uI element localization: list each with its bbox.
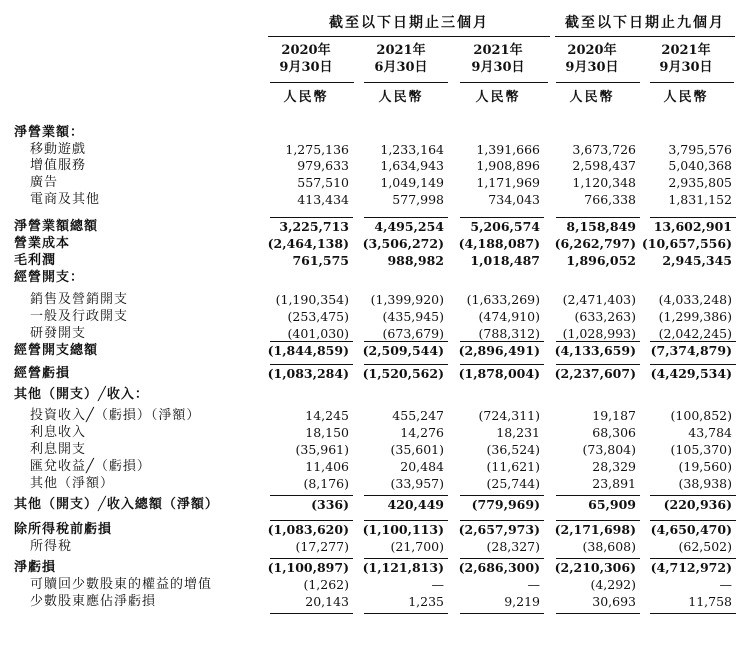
row-label: 廣告 (30, 175, 59, 190)
total-rule (364, 495, 448, 496)
row-value: 65,909 (588, 497, 636, 512)
row-value: 1,391,666 (476, 142, 540, 157)
row-label: 經營開支總額 (14, 343, 99, 358)
row-value: 413,434 (297, 192, 349, 207)
row-value: (4,429,534) (650, 366, 732, 381)
row-value: 1,049,149 (380, 175, 444, 190)
row-value: (2,042,245) (658, 326, 732, 341)
row-value: (788,312) (478, 326, 540, 341)
table-row (0, 292, 755, 308)
total-rule (270, 364, 353, 365)
row-value: 1,634,943 (380, 158, 444, 173)
table-row (0, 192, 755, 208)
table-row (0, 366, 755, 382)
row-value: (7,374,879) (650, 343, 732, 358)
group-title-three-months: 截至以下日期止三個月 (329, 15, 489, 31)
row-label: 其他（淨額） (30, 476, 115, 491)
row-value: — (527, 577, 540, 592)
row-value: (8,176) (303, 476, 349, 491)
total-rule (270, 558, 353, 559)
row-value: 420,449 (387, 497, 444, 512)
column-header (550, 42, 634, 76)
table-row (0, 425, 755, 441)
table-row (0, 309, 755, 325)
table-row (0, 577, 755, 593)
bottom-rule (556, 613, 640, 614)
bottom-rule (460, 613, 544, 614)
row-value: (62,502) (678, 539, 732, 554)
table-row (0, 442, 755, 458)
table-row (0, 408, 755, 424)
table-row (0, 594, 755, 610)
table-row (0, 459, 755, 475)
row-value: 1,235 (408, 594, 444, 609)
row-label: 所得稅 (30, 539, 73, 554)
row-value: 1,120,348 (572, 175, 636, 190)
row-value: (1,878,004) (458, 366, 540, 381)
row-value: (36,524) (486, 442, 540, 457)
row-value: (1,028,993) (562, 326, 636, 341)
group-rule (555, 36, 735, 37)
total-rule (556, 558, 640, 559)
row-value: 28,329 (592, 459, 636, 474)
table-row (0, 497, 755, 513)
row-value: (21,700) (390, 539, 444, 554)
row-label: 淨虧損 (14, 560, 57, 575)
row-value: 2,598,437 (572, 158, 636, 173)
row-value: (2,464,138) (267, 236, 349, 251)
row-value: 11,758 (688, 594, 732, 609)
row-value: (4,188,087) (458, 236, 540, 251)
row-value: 5,206,574 (470, 219, 540, 234)
row-value: 4,495,254 (374, 219, 444, 234)
total-rule (270, 495, 353, 496)
row-value: (38,938) (678, 476, 732, 491)
total-rule (460, 364, 544, 365)
row-label: 淨營業額： (14, 125, 85, 140)
total-rule (460, 341, 544, 342)
row-value: 1,896,052 (566, 253, 636, 268)
row-value: 2,935,805 (668, 175, 732, 190)
column-year: 2021年 (376, 43, 426, 58)
row-value: 577,998 (392, 192, 444, 207)
row-value: (401,030) (287, 326, 349, 341)
header-rule (270, 82, 354, 83)
row-value: (1,100,897) (267, 560, 349, 575)
row-value: 9,219 (504, 594, 540, 609)
row-label: 經營虧損 (14, 366, 71, 381)
total-rule (556, 217, 640, 218)
column-currency: 人民幣 (569, 90, 615, 105)
row-value: (1,520,562) (362, 366, 444, 381)
row-value: 3,673,726 (572, 142, 636, 157)
table-row (0, 125, 755, 141)
row-value: (25,744) (486, 476, 540, 491)
row-value: 2,945,345 (662, 253, 732, 268)
row-value: 455,247 (392, 408, 444, 423)
total-rule (650, 217, 736, 218)
row-value: (4,033,248) (658, 292, 732, 307)
column-year: 2020年 (281, 43, 331, 58)
row-value: (38,608) (582, 539, 636, 554)
column-header (359, 42, 443, 76)
row-value: (100,852) (670, 408, 732, 423)
row-value: (724,311) (478, 408, 540, 423)
row-value: (2,171,698) (554, 522, 636, 537)
total-rule (270, 341, 353, 342)
total-rule (650, 520, 736, 521)
total-rule (556, 520, 640, 521)
row-label: 經營開支： (14, 270, 85, 285)
row-value: (336) (311, 497, 349, 512)
total-rule (650, 364, 736, 365)
row-value: 734,043 (488, 192, 540, 207)
row-value: 761,575 (292, 253, 349, 268)
row-value: (35,601) (390, 442, 444, 457)
column-header (264, 42, 348, 76)
total-rule (270, 520, 353, 521)
row-value: (35,961) (295, 442, 349, 457)
table-row (0, 175, 755, 191)
total-rule (650, 558, 736, 559)
row-value: (2,471,403) (562, 292, 636, 307)
row-label: 匯兌收益╱（虧損） (30, 459, 151, 474)
column-date: 6月30日 (374, 60, 428, 75)
column-date: 9月30日 (279, 60, 333, 75)
row-label: 增值服務 (30, 158, 87, 173)
row-label: 其他（開支）╱收入： (14, 387, 149, 402)
column-header (644, 42, 728, 76)
row-value: (1,121,813) (362, 560, 444, 575)
bottom-rule (364, 613, 448, 614)
row-label: 營業成本 (14, 236, 71, 251)
row-value: (1,262) (303, 577, 349, 592)
row-value: 5,040,368 (668, 158, 732, 173)
row-value: 43,784 (688, 425, 732, 440)
row-value: (673,679) (382, 326, 444, 341)
row-value: 20,143 (305, 594, 349, 609)
row-label: 銷售及營銷開支 (30, 292, 129, 307)
row-label: 可贖回少數股東的權益的增值 (30, 577, 213, 592)
row-value: (28,327) (486, 539, 540, 554)
row-value: (220,936) (663, 497, 732, 512)
row-value: (1,844,859) (267, 343, 349, 358)
row-value: 1,233,164 (380, 142, 444, 157)
row-value: 14,245 (305, 408, 349, 423)
row-value: 18,150 (305, 425, 349, 440)
row-label: 毛利潤 (14, 253, 57, 268)
row-value: (19,560) (678, 459, 732, 474)
total-rule (556, 341, 640, 342)
group-rule (268, 36, 550, 37)
row-value: 23,891 (592, 476, 636, 491)
total-rule (650, 495, 736, 496)
row-value: (4,292) (590, 577, 636, 592)
row-value: (2,896,491) (458, 343, 540, 358)
table-row (0, 326, 755, 342)
table-row (0, 522, 755, 538)
column-currency: 人民幣 (378, 90, 424, 105)
row-value: (474,910) (478, 309, 540, 324)
row-value: (4,712,972) (650, 560, 732, 575)
row-value: (633,263) (574, 309, 636, 324)
table-row (0, 476, 755, 492)
row-value: (2,657,973) (458, 522, 540, 537)
row-value: (1,399,920) (370, 292, 444, 307)
table-row (0, 539, 755, 555)
row-value: (779,969) (471, 497, 540, 512)
row-value: 1,831,152 (668, 192, 732, 207)
row-value: 979,633 (297, 158, 349, 173)
row-value: (435,945) (382, 309, 444, 324)
total-rule (650, 341, 736, 342)
row-label: 淨營業額總額 (14, 219, 99, 234)
row-value: — (719, 577, 732, 592)
row-value: (11,621) (486, 459, 540, 474)
column-currency: 人民幣 (663, 90, 709, 105)
column-year: 2021年 (661, 43, 711, 58)
row-value: 1,275,136 (285, 142, 349, 157)
row-label: 利息收入 (30, 425, 87, 440)
row-value: 20,484 (400, 459, 444, 474)
row-label: 投資收入╱（虧損）（淨額） (30, 408, 201, 423)
table-row (0, 219, 755, 235)
row-value: 988,982 (387, 253, 444, 268)
row-value: (2,237,607) (554, 366, 636, 381)
header-rule (460, 82, 548, 83)
row-value: 3,225,713 (279, 219, 349, 234)
column-header (456, 42, 540, 76)
table-row (0, 236, 755, 252)
total-rule (270, 217, 353, 218)
total-rule (460, 520, 544, 521)
column-currency: 人民幣 (475, 90, 521, 105)
total-rule (364, 520, 448, 521)
total-rule (460, 558, 544, 559)
total-rule (364, 217, 448, 218)
column-year: 2021年 (473, 43, 523, 58)
row-value: (1,083,620) (267, 522, 349, 537)
bottom-rule (650, 613, 736, 614)
row-value: (2,686,300) (458, 560, 540, 575)
total-rule (460, 495, 544, 496)
row-value: (253,475) (287, 309, 349, 324)
row-value: (1,299,386) (658, 309, 732, 324)
row-value: (73,804) (582, 442, 636, 457)
row-label: 移動遊戲 (30, 142, 87, 157)
row-label: 研發開支 (30, 326, 87, 341)
row-value: (2,210,306) (554, 560, 636, 575)
row-label: 一般及行政開支 (30, 309, 129, 324)
row-value: (6,262,797) (554, 236, 636, 251)
column-currency: 人民幣 (283, 90, 329, 105)
row-value: 766,338 (584, 192, 636, 207)
table-row (0, 560, 755, 576)
column-date: 9月30日 (565, 60, 619, 75)
row-label: 利息開支 (30, 442, 87, 457)
row-value: (3,506,272) (362, 236, 444, 251)
column-year: 2020年 (567, 43, 617, 58)
total-rule (556, 495, 640, 496)
row-value: 3,795,576 (668, 142, 732, 157)
row-value: (1,190,354) (275, 292, 349, 307)
table-row (0, 142, 755, 158)
row-value: (1,083,284) (267, 366, 349, 381)
row-value: 11,406 (305, 459, 349, 474)
row-value: (105,370) (670, 442, 732, 457)
group-title-nine-months: 截至以下日期止九個月 (565, 15, 725, 31)
row-value: — (431, 577, 444, 592)
row-value: (10,657,556) (641, 236, 732, 251)
table-row (0, 387, 755, 403)
row-value: 18,231 (496, 425, 540, 440)
row-value: 1,908,896 (476, 158, 540, 173)
row-value: 14,276 (400, 425, 444, 440)
table-row (0, 253, 755, 269)
row-label: 少數股東應佔淨虧損 (30, 594, 157, 609)
table-row (0, 158, 755, 174)
row-value: (4,133,659) (554, 343, 636, 358)
total-rule (460, 217, 544, 218)
row-label: 其他（開支）╱收入總額（淨額） (14, 497, 219, 512)
total-rule (364, 558, 448, 559)
total-rule (364, 364, 448, 365)
row-value: (17,277) (295, 539, 349, 554)
row-value: 557,510 (297, 175, 349, 190)
row-value: 8,158,849 (566, 219, 636, 234)
column-date: 9月30日 (471, 60, 525, 75)
row-value: (1,100,113) (362, 522, 444, 537)
table-row (0, 343, 755, 359)
row-value: 68,306 (592, 425, 636, 440)
bottom-rule (270, 613, 353, 614)
row-value: 13,602,901 (653, 219, 732, 234)
row-value: 19,187 (592, 408, 636, 423)
row-label: 除所得稅前虧損 (14, 522, 113, 537)
header-rule (364, 82, 448, 83)
row-value: (4,650,470) (650, 522, 732, 537)
row-value: (1,633,269) (466, 292, 540, 307)
row-label: 電商及其他 (30, 192, 101, 207)
table-row (0, 270, 755, 286)
row-value: 30,693 (592, 594, 636, 609)
row-value: (33,957) (390, 476, 444, 491)
row-value: 1,018,487 (470, 253, 540, 268)
row-value: (2,509,544) (362, 343, 444, 358)
header-rule (556, 82, 640, 83)
column-date: 9月30日 (659, 60, 713, 75)
total-rule (556, 364, 640, 365)
row-value: 1,171,969 (476, 175, 540, 190)
header-rule (650, 82, 734, 83)
total-rule (364, 341, 448, 342)
